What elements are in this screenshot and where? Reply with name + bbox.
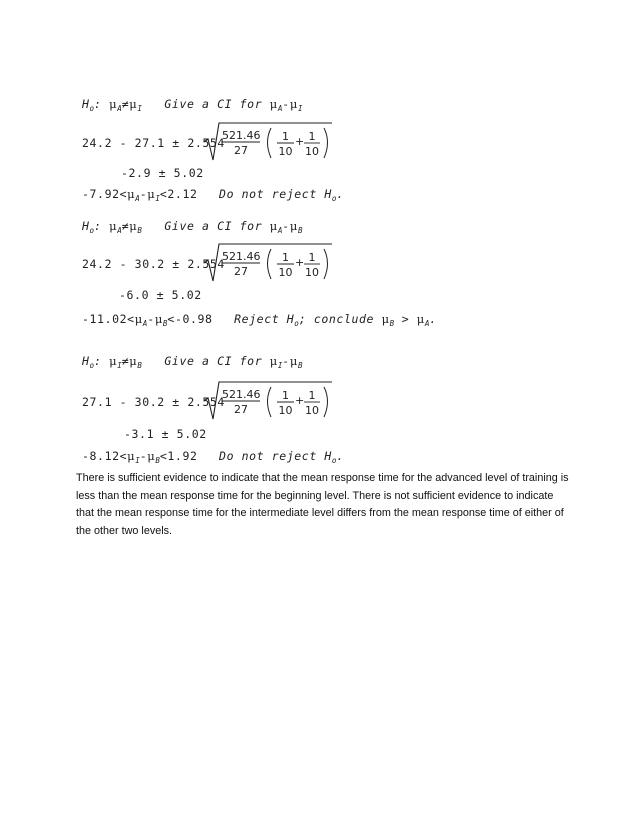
df-value: 27 <box>234 265 248 278</box>
conclusion-paragraph <box>76 470 576 540</box>
mu-symbol: μ <box>109 354 118 368</box>
mu-symbol: μ <box>289 97 298 111</box>
instruction-text: Give a CI for <box>164 354 270 368</box>
mu-symbol: μ <box>147 187 156 201</box>
gt-symbol: > <box>394 312 417 326</box>
hypothesis-a-b: $H_o$: $\mu_A\ne\mu_B$ Give a CI for $\mu_A-\mu_B$ <box>82 219 303 235</box>
neq-symbol: ≠ <box>121 219 130 233</box>
mu-symbol: μ <box>109 219 118 233</box>
fraction-denominator: 10 <box>305 404 319 417</box>
mu-sub: A <box>424 319 430 328</box>
fraction-denominator: 10 <box>278 266 293 279</box>
mu-symbol: μ <box>289 219 298 233</box>
mu-symbol: μ <box>269 354 278 368</box>
formula-lead: 24.2 - 30.2 ± 2.554 <box>82 257 225 271</box>
plus-sign: + <box>295 256 305 269</box>
mu-sub: I <box>277 361 283 370</box>
interval-high: 1.92 <box>167 449 198 463</box>
interval-high: 2.12 <box>167 187 198 201</box>
plus-sign: + <box>295 135 305 148</box>
interval-i-b: $-8.12<\mu_I-\mu_B<1.92$ Do not reject $H_o$. <box>82 449 344 465</box>
mu-sub: B <box>162 319 168 328</box>
interval-low: -11.02 <box>82 312 128 326</box>
h-label: H <box>82 354 90 368</box>
h-sub: o <box>89 361 95 370</box>
h-sub: o <box>331 456 337 465</box>
hypothesis-a-i: $H_o$: $\mu_A\ne\mu_I$ Give a CI for $\mu_A-\mu_I$ <box>82 97 303 113</box>
period: . <box>429 312 437 326</box>
conclusion-line: less than the mean response time for the beginning level. There is not sufficient evidence to indicate <box>76 489 554 502</box>
mu-sub: I <box>137 104 142 113</box>
formula-lead: 24.2 - 27.1 ± 2.554 <box>82 136 225 150</box>
mu-symbol: μ <box>127 449 136 463</box>
mu-sub: B <box>137 361 142 370</box>
ci-formula-a-b <box>82 243 342 285</box>
mu-sub: A <box>277 226 283 235</box>
fraction-numerator: 1 <box>282 130 289 143</box>
mu-sub: I <box>297 104 303 113</box>
fraction-denominator: 10 <box>278 145 293 158</box>
h-sub: o <box>294 319 299 328</box>
mu-sub: B <box>155 456 160 465</box>
period: . <box>336 449 344 463</box>
fraction-numerator: 1 <box>308 251 316 264</box>
mse-value: 521.46 <box>222 129 261 142</box>
mu-symbol: μ <box>129 354 138 368</box>
mu-sub: I <box>155 194 160 203</box>
mu-symbol: μ <box>129 97 138 111</box>
ci-formula-a-i <box>82 122 342 164</box>
h-sub: o <box>89 226 95 235</box>
mu-sub: B <box>389 319 395 328</box>
mu-sub: B <box>297 226 303 235</box>
mse-value: 521.46 <box>222 388 261 401</box>
mu-symbol: μ <box>134 312 143 326</box>
h-label: H <box>82 219 90 233</box>
minus-symbol: - <box>282 219 290 233</box>
fraction-numerator: 1 <box>308 389 316 402</box>
ci-formula-i-b <box>82 381 342 423</box>
mu-sub: A <box>117 104 122 113</box>
h-sub: o <box>89 104 95 113</box>
neq-symbol: ≠ <box>121 97 130 111</box>
interval-low: -7.92 <box>82 187 120 201</box>
mu-sub: B <box>297 361 303 370</box>
mu-symbol: μ <box>129 219 138 233</box>
fraction-numerator: 1 <box>308 130 316 143</box>
mu-symbol: μ <box>154 312 163 326</box>
period: . <box>336 187 344 201</box>
mu-sub: A <box>117 226 122 235</box>
conclusion-line: that the mean response time for the intermediate level differs from the mean response time of either of <box>76 507 564 519</box>
decision-text: Do not reject <box>219 449 325 463</box>
fraction-numerator: 1 <box>282 251 289 264</box>
mu-sub: I <box>135 456 140 465</box>
conclusion-line: There is sufficient evidence to indicate that the mean response time for the advanced level of training is <box>76 472 569 484</box>
interval-low: -8.12 <box>82 449 120 463</box>
interval-a-b: $-11.02<\mu_A-\mu_B<-0.98$ Reject $H_o$; conclude $\mu_B > \mu_A$. <box>82 312 437 328</box>
instruction-text: Give a CI for <box>164 97 270 111</box>
h-sub: o <box>331 194 337 203</box>
minus-symbol: - <box>282 97 290 111</box>
decision-text: Reject <box>234 312 287 326</box>
h-label: H <box>324 449 332 463</box>
mu-sub: A <box>277 104 283 113</box>
formula-lead: 27.1 - 30.2 ± 2.554 <box>82 395 225 409</box>
mu-sub: B <box>137 226 142 235</box>
plus-sign: + <box>295 394 305 407</box>
h-label: H <box>82 97 90 111</box>
conclude-text: ; conclude <box>298 312 382 326</box>
instruction-text: Give a CI for <box>164 219 270 233</box>
interval-high: -0.98 <box>174 312 213 326</box>
decision-text: Do not reject <box>219 187 325 201</box>
df-value: 27 <box>234 144 248 157</box>
mu-symbol: μ <box>289 354 298 368</box>
mu-symbol: μ <box>147 449 156 463</box>
mu-sub: A <box>142 319 148 328</box>
fraction-numerator: 1 <box>282 389 289 402</box>
interval-a-i: $-7.92<\mu_A-\mu_I<2.12$ Do not reject $H_o$. <box>82 187 344 203</box>
mse-value: 521.46 <box>222 250 261 263</box>
mu-symbol: μ <box>269 97 278 111</box>
h-label: H <box>286 312 295 326</box>
mu-sub: A <box>135 194 140 203</box>
mu-symbol: μ <box>381 312 390 326</box>
mu-sub: I <box>117 361 122 370</box>
estimate-a-i: -2.9 ± 5.02 <box>121 166 204 180</box>
neq-symbol: ≠ <box>121 354 130 368</box>
minus-symbol: - <box>282 354 290 368</box>
fraction-denominator: 10 <box>278 404 293 417</box>
hypothesis-i-b: $H_o$: $\mu_I\ne\mu_B$ Give a CI for $\mu_I-\mu_B$ <box>82 354 303 370</box>
df-value: 27 <box>234 403 248 416</box>
conclusion-line: the other two levels. <box>76 524 173 537</box>
fraction-denominator: 10 <box>305 145 319 158</box>
mu-symbol: μ <box>269 219 278 233</box>
h-label: H <box>324 187 332 201</box>
fraction-denominator: 10 <box>305 266 319 279</box>
estimate-a-b: -6.0 ± 5.02 <box>119 288 202 302</box>
mu-symbol: μ <box>109 97 118 111</box>
estimate-i-b: -3.1 ± 5.02 <box>124 427 207 441</box>
mu-symbol: μ <box>127 187 136 201</box>
mu-symbol: μ <box>416 312 425 326</box>
